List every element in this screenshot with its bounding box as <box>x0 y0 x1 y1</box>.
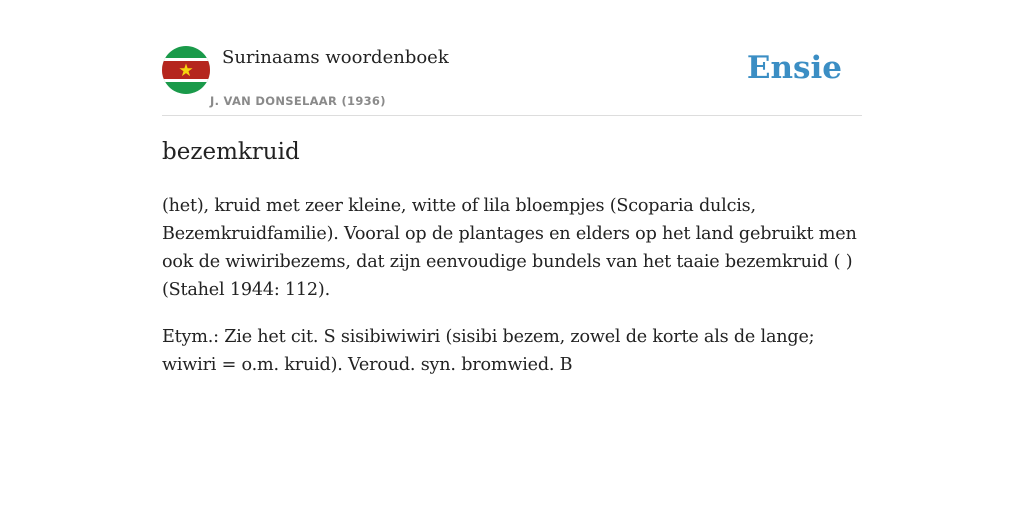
entry-headword: bezemkruid <box>162 139 300 165</box>
dictionary-title[interactable]: Surinaams woordenboek <box>222 47 449 68</box>
suriname-flag-icon <box>162 46 210 94</box>
page-header <box>162 46 862 116</box>
dictionary-author: J. VAN DONSELAAR (1936) <box>210 94 386 108</box>
entry-etymology: Etym.: Zie het cit. S sisibiwiwiri (sisibi bezem, zowel de korte als de lange; wiwiri = o.m. kruid). Veroud. syn. bromwied. B <box>162 327 815 375</box>
ensie-logo[interactable]: Ensie <box>746 50 842 86</box>
entry-definition: (het), kruid met zeer kleine, witte of lila bloempjes (Scoparia dulcis, Bezemkruidfamilie). Vooral op de plantages en elders op het land gebruikt men ook de wiwiribezems, dat zijn eenvoudige bundels van het taaie bezemkruid ( ) (Stahel 1944: 112). <box>162 196 857 300</box>
